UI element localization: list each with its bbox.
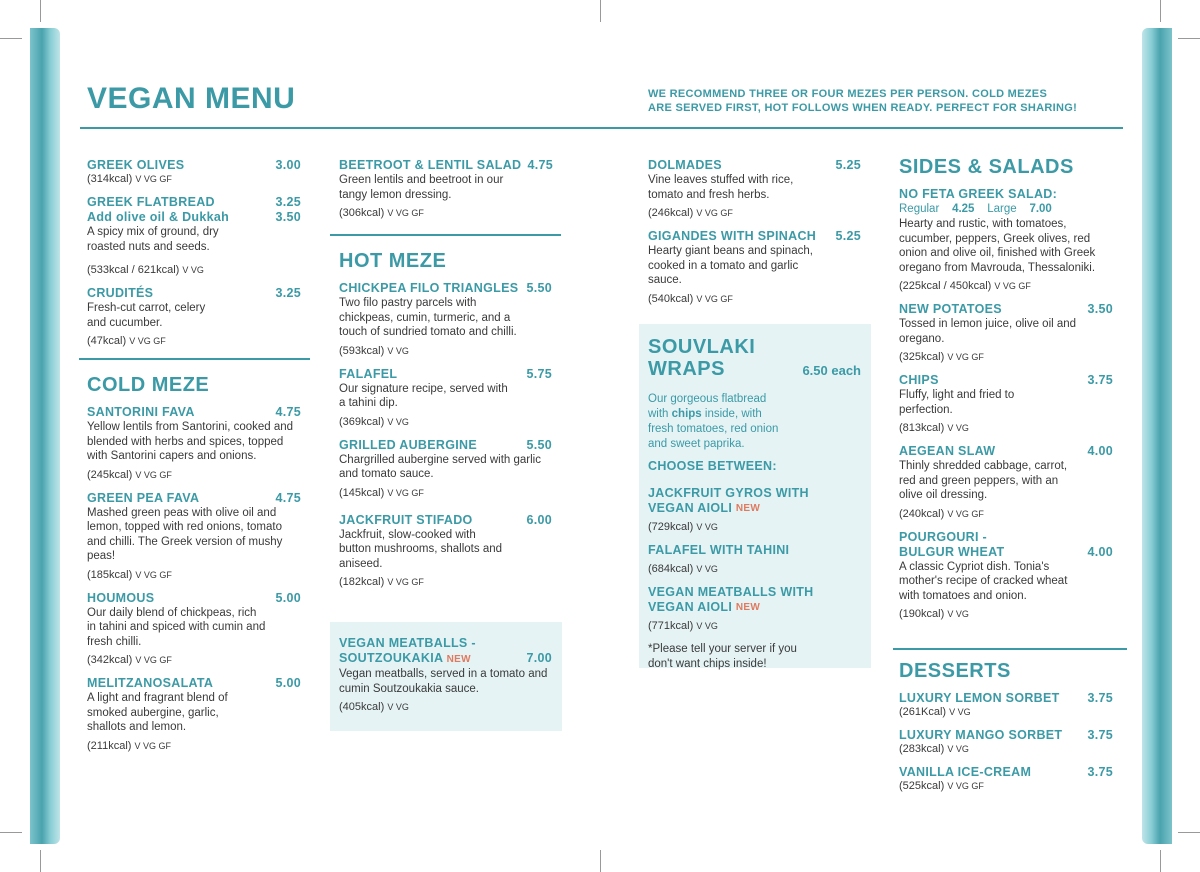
item-kcal: (145kcal) xyxy=(339,486,385,499)
item-name: CHICKPEA FILO TRIANGLES xyxy=(339,281,519,295)
menu-item-gigandes xyxy=(648,229,861,305)
menu-item-vegan-meatballs xyxy=(339,636,552,713)
crop-mark xyxy=(600,850,601,872)
menu-item-greek-olives xyxy=(87,158,301,185)
item-price: 4.75 xyxy=(527,158,553,172)
item-kcal: (245kcal) xyxy=(87,468,133,481)
item-name: CRUDITÉS xyxy=(87,286,154,300)
item-diet: V VG GF xyxy=(947,508,984,519)
item-name: GREEN PEA FAVA xyxy=(87,490,200,505)
crop-mark xyxy=(1178,38,1200,39)
item-price: 4.00 xyxy=(1087,444,1113,458)
option-name: VEGAN MEATBALLS WITH xyxy=(648,585,814,599)
item-kcal: (314kcal) xyxy=(87,173,133,185)
item-name: LUXURY MANGO SORBET xyxy=(899,728,1063,742)
item-diet: V VG xyxy=(696,621,718,631)
salad-sizes xyxy=(899,202,1113,217)
item-kcal: (525kcal) xyxy=(899,780,945,792)
column-3 xyxy=(648,158,861,315)
menu-item-lemon-sorbet xyxy=(899,691,1113,718)
item-desc: Our daily blend of chickpeas, rich in tahini and spiced with cumin and fresh chilli. xyxy=(87,606,266,648)
cold-meze-section xyxy=(87,364,301,762)
item-desc: A classic Cypriot dish. Tonia's mother's recipe of cracked wheat with tomatoes and onion. xyxy=(899,560,1068,602)
item-name: SANTORINI FAVA xyxy=(87,405,195,419)
item-kcal: (369kcal) xyxy=(339,415,385,428)
item-price: 5.50 xyxy=(526,437,552,452)
item-name: NEW POTATOES xyxy=(899,302,1002,316)
item-diet: V VG GF xyxy=(135,569,172,580)
item-diet: V VG GF xyxy=(135,174,172,184)
item-price: 3.75 xyxy=(1087,691,1113,705)
souvlaki-wraps-box xyxy=(639,324,871,668)
new-badge: NEW xyxy=(735,602,761,613)
option-name: JACKFRUIT GYROS WITH xyxy=(648,486,809,500)
item-desc: Yellow lentils from Santorini, cooked and blended with herbs and spices, topped with Santorini capers and onions. xyxy=(87,421,294,462)
wraps-price: 6.50 each xyxy=(802,363,861,378)
item-desc: Hearty giant beans and spinach, cooked in a tomato and garlic sauce. xyxy=(648,245,813,286)
wraps-intro xyxy=(648,392,861,452)
wraps-intro-line: fresh tomatoes, red onion xyxy=(648,423,779,435)
crop-mark xyxy=(1160,850,1161,872)
item-price: 3.75 xyxy=(1087,728,1113,742)
menu-item-greek-flatbread xyxy=(87,195,301,276)
item-diet: V VG xyxy=(387,416,409,427)
item-diet: V VG xyxy=(696,564,718,574)
menu-item-beetroot-lentil-salad xyxy=(339,158,553,219)
wraps-intro-line xyxy=(648,407,861,422)
item-kcal: (185kcal) xyxy=(87,568,133,581)
item-desc: Mashed green peas with olive oil and lemon, topped with red onions, tomato and chilli. The Greek version of mushy peas! xyxy=(87,506,283,562)
item-addon-price: 3.50 xyxy=(275,210,301,224)
wrap-option-jackfruit-gyros xyxy=(648,486,861,533)
menu-item-new-potatoes xyxy=(899,302,1113,363)
item-name: POURGOURI - xyxy=(899,529,988,544)
crop-mark xyxy=(0,38,22,39)
wraps-intro-chips: chips xyxy=(671,408,702,420)
size-regular-label: Regular xyxy=(899,203,940,215)
menu-item-santorini-fava xyxy=(87,405,301,481)
column-4 xyxy=(899,150,1113,630)
item-kcal: (684kcal) xyxy=(648,563,694,575)
wraps-intro-line: Our gorgeous flatbread xyxy=(648,393,767,405)
item-name: FALAFEL xyxy=(339,366,398,381)
desserts-section xyxy=(899,654,1113,802)
item-price: 4.75 xyxy=(275,490,301,505)
wraps-intro-line: and sweet paprika. xyxy=(648,438,745,450)
menu-item-green-pea-fava xyxy=(87,491,301,581)
item-diet: V VG xyxy=(947,423,969,433)
item-diet: V VG xyxy=(696,522,718,532)
item-name-line2: SOUTZOUKAKIA xyxy=(339,651,443,665)
item-kcal: (325kcal) xyxy=(899,351,945,363)
item-name: CHIPS xyxy=(899,373,939,387)
hot-meze-section xyxy=(339,240,552,598)
menu-title: VEGAN MENU xyxy=(87,82,296,115)
item-desc: Green lentils and beetroot in our tangy lemon dressing. xyxy=(339,174,504,201)
wraps-intro-text: with xyxy=(648,408,672,420)
item-desc: Hearty and rustic, with tomatoes, cucumber, peppers, Greek olives, red onion and olive oil, finished with Greek oregano from Mavrouda, Thessaloniki. xyxy=(899,218,1096,274)
item-diet: V VG GF xyxy=(947,781,984,791)
item-kcal: (813kcal) xyxy=(899,422,945,434)
item-price: 7.00 xyxy=(526,651,552,665)
right-watercolor-edge xyxy=(1142,28,1172,844)
item-price: 5.25 xyxy=(835,158,861,172)
item-diet: V VG GF xyxy=(696,293,733,304)
size-regular-price: 4.25 xyxy=(952,203,975,215)
item-desc: A light and fragrant blend of smoked aubergine, garlic, shallots and lemon. xyxy=(87,692,228,733)
item-diet: V VG GF xyxy=(135,655,172,665)
item-diet: V VG GF xyxy=(135,469,172,480)
souvlaki-wraps-section xyxy=(648,336,861,671)
item-name-line2: BULGUR WHEAT xyxy=(899,544,1005,559)
item-kcal: (342kcal) xyxy=(87,654,133,666)
item-desc: Two filo pastry parcels with chickpeas, cumin, turmeric, and a touch of sundried tomato and chilli. xyxy=(339,297,517,338)
crop-mark xyxy=(600,0,601,22)
item-kcal: (729kcal) xyxy=(648,521,694,533)
item-desc: Fresh-cut carrot, celery and cucumber. xyxy=(87,302,206,329)
crop-mark xyxy=(40,850,41,872)
wrap-option-vegan-meatballs xyxy=(648,585,861,632)
choose-between-label xyxy=(648,459,861,474)
menu-item-mango-sorbet xyxy=(899,728,1113,755)
item-price: 6.00 xyxy=(526,512,552,527)
menu-item-dolmades xyxy=(648,158,861,219)
section-divider xyxy=(330,234,561,236)
item-price: 4.75 xyxy=(275,405,301,419)
item-name: GRILLED AUBERGINE xyxy=(339,437,477,452)
item-price: 3.50 xyxy=(1087,302,1113,316)
item-desc: A spicy mix of ground, dry roasted nuts and seeds. xyxy=(87,226,219,253)
size-large-price: 7.00 xyxy=(1029,203,1052,215)
crop-mark xyxy=(1178,832,1200,833)
menu-item-aegean-slaw xyxy=(899,444,1113,520)
item-desc: Thinly shredded cabbage, carrot, red and green peppers, with an olive oil dressing. xyxy=(899,460,1068,501)
crop-mark xyxy=(1160,0,1161,22)
section-divider xyxy=(893,648,1127,650)
item-kcal: (593kcal) xyxy=(339,344,385,357)
item-price: 4.00 xyxy=(1087,544,1113,559)
menu-item-pourgouri xyxy=(899,530,1113,621)
item-name: HOUMOUS xyxy=(87,590,155,605)
item-desc: Vegan meatballs, served in a tomato and cumin Soutzoukakia sauce. xyxy=(339,668,548,695)
menu-item-grilled-aubergine xyxy=(339,438,552,499)
item-kcal: (246kcal) xyxy=(648,207,694,219)
item-price: 5.00 xyxy=(275,590,301,605)
item-name: AEGEAN SLAW xyxy=(899,444,996,458)
item-desc: Tossed in lemon juice, olive oil and oregano. xyxy=(899,318,1077,345)
item-diet: V VG GF xyxy=(129,336,166,346)
section-title-hot-meze: HOT MEZE xyxy=(339,250,447,272)
item-kcal: (261Kcal) xyxy=(899,706,947,718)
item-diet: V VG GF xyxy=(387,577,424,587)
header-note-line: WE RECOMMEND THREE OR FOUR MEZES PER PERSON. COLD MEZES xyxy=(648,88,1048,100)
item-diet: V VG xyxy=(947,744,969,754)
item-price: 3.75 xyxy=(1087,373,1113,387)
crop-mark xyxy=(0,832,22,833)
option-name-line2: VEGAN AIOLI xyxy=(648,501,733,515)
wraps-intro-text: inside, with xyxy=(701,408,762,420)
menu-item-crudites xyxy=(87,286,301,347)
item-diet: V VG GF xyxy=(387,487,424,498)
size-large-label: Large xyxy=(987,203,1017,215)
item-kcal: (533kcal / 621kcal) xyxy=(87,264,180,276)
item-price: 3.00 xyxy=(275,158,301,172)
header-note xyxy=(648,87,1118,115)
item-kcal: (540kcal) xyxy=(648,292,694,305)
item-desc: Jackfruit, slow-cooked with button mushrooms, shallots and aniseed. xyxy=(339,528,503,570)
item-name: GREEK OLIVES xyxy=(87,158,185,172)
item-diet: V VG GF xyxy=(134,740,172,751)
vegan-meatballs-box xyxy=(330,622,562,731)
item-kcal: (47kcal) xyxy=(87,335,127,347)
item-price: 3.25 xyxy=(275,286,301,300)
menu-item-melitzanosalata xyxy=(87,676,301,752)
section-divider xyxy=(79,358,310,360)
new-badge: NEW xyxy=(446,654,471,665)
choose-between-text: CHOOSE BETWEEN: xyxy=(648,459,777,473)
menu-item-chips xyxy=(899,373,1113,434)
section-title-sides-salads: SIDES & SALADS xyxy=(899,156,1074,178)
item-desc: Chargrilled aubergine served with garlic and tomato sauce. xyxy=(339,453,541,480)
item-price: 5.50 xyxy=(526,281,552,295)
item-kcal: (182kcal) xyxy=(339,576,385,588)
wrap-option-falafel xyxy=(648,543,861,575)
item-price: 5.25 xyxy=(835,229,861,243)
menu-item-chickpea-filo xyxy=(339,281,552,357)
item-kcal: (405kcal) xyxy=(339,701,385,713)
section-title-souvlaki: SOUVLAKI xyxy=(648,336,756,358)
menu-item-no-feta-greek-salad xyxy=(899,187,1113,292)
item-desc: Vine leaves stuffed with rice, tomato and fresh herbs. xyxy=(648,174,794,201)
item-kcal: (771kcal) xyxy=(648,620,694,632)
wraps-footnote: *Please tell your server if you don't want chips inside! xyxy=(648,643,797,670)
item-name: NO FETA GREEK SALAD: xyxy=(899,187,1058,201)
item-diet: V VG xyxy=(387,702,409,712)
section-title-desserts: DESSERTS xyxy=(899,660,1011,682)
item-diet: V VG xyxy=(947,609,969,619)
item-kcal: (225kcal / 450kcal) xyxy=(899,280,992,292)
item-price: 5.75 xyxy=(526,366,552,381)
menu-item-jackfruit-stifado xyxy=(339,513,552,589)
item-name: GREEK FLATBREAD xyxy=(87,195,215,209)
menu-item-houmous xyxy=(87,591,301,667)
item-diet: V VG GF xyxy=(994,281,1031,291)
section-title-wraps: WRAPS xyxy=(648,358,725,380)
item-name: MELITZANOSALATA xyxy=(87,676,214,690)
item-kcal: (240kcal) xyxy=(899,507,945,520)
option-name: FALAFEL WITH TAHINI xyxy=(648,543,790,557)
item-price: 5.00 xyxy=(275,676,301,690)
option-name-line2: VEGAN AIOLI xyxy=(648,600,733,614)
left-watercolor-edge xyxy=(30,28,60,844)
column-2 xyxy=(339,158,553,229)
item-price: 3.75 xyxy=(1087,765,1113,779)
item-kcal: (211kcal) xyxy=(87,739,132,752)
item-desc: Our signature recipe, served with a tahini dip. xyxy=(339,382,508,409)
item-diet: V VG GF xyxy=(696,208,733,218)
item-name: VANILLA ICE-CREAM xyxy=(899,765,1032,779)
item-addon-name: Add olive oil & Dukkah xyxy=(87,210,230,224)
item-diet: V VG GF xyxy=(387,208,424,218)
item-name: BEETROOT & LENTIL SALAD xyxy=(339,158,522,172)
item-name: VEGAN MEATBALLS - xyxy=(339,636,476,650)
item-diet: V VG xyxy=(387,345,409,356)
item-name: DOLMADES xyxy=(648,158,722,172)
menu-item-vanilla-ice-cream xyxy=(899,765,1113,792)
item-kcal: (306kcal) xyxy=(339,207,385,219)
header-divider xyxy=(80,127,1123,129)
item-name: JACKFRUIT STIFADO xyxy=(339,512,473,527)
item-diet: V VG xyxy=(949,707,971,717)
item-diet: V VG GF xyxy=(947,352,984,362)
menu-item-falafel xyxy=(339,367,552,428)
header-note-line: ARE SERVED FIRST, HOT FOLLOWS WHEN READY. PERFECT FOR SHARING! xyxy=(648,102,1078,114)
item-name: LUXURY LEMON SORBET xyxy=(899,691,1060,705)
item-kcal: (190kcal) xyxy=(899,608,945,620)
item-kcal: (283kcal) xyxy=(899,743,945,755)
column-1 xyxy=(87,158,301,357)
new-badge: NEW xyxy=(735,503,761,514)
item-name: GIGANDES WITH SPINACH xyxy=(648,229,817,243)
item-desc: Fluffy, light and fried to perfection. xyxy=(899,389,1015,416)
item-diet: V VG xyxy=(182,265,204,275)
item-price: 3.25 xyxy=(275,195,301,209)
section-title-cold-meze: COLD MEZE xyxy=(87,374,210,396)
crop-mark xyxy=(40,0,41,22)
